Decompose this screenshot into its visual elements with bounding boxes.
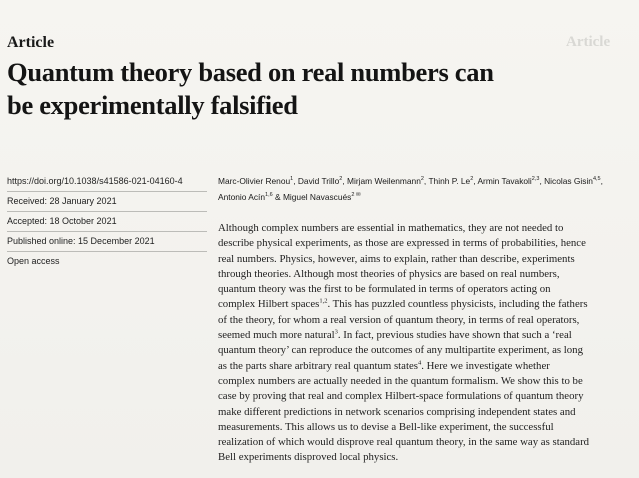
abstract-text: complex numbers are actually needed in the quantum formalism. We show this to be bbox=[218, 374, 583, 387]
title-line: Quantum theory based on real numbers can bbox=[7, 57, 494, 87]
abstract-line bbox=[218, 221, 632, 236]
citation-reference[interactable]: 4 bbox=[417, 359, 422, 367]
author-name[interactable]: Armin Tavakoli bbox=[477, 175, 532, 186]
author-name[interactable]: David Trillo bbox=[297, 175, 340, 186]
abstract-text: . This has puzzled countless physicists, including the fathers bbox=[327, 298, 588, 311]
author-affiliation: 2 ✉ bbox=[351, 191, 361, 198]
abstract-line bbox=[218, 267, 632, 282]
author-name[interactable]: Thinh P. Le bbox=[428, 175, 471, 186]
abstract-text: complex Hilbert spaces bbox=[218, 298, 320, 311]
author-separator: , bbox=[342, 175, 347, 186]
abstract-line bbox=[218, 450, 632, 465]
abstract-line bbox=[218, 282, 632, 297]
abstract bbox=[218, 221, 632, 466]
abstract-text: describe physical experiments, as those are expressed in terms of probabilities, hence bbox=[218, 237, 586, 250]
article-metadata bbox=[7, 168, 207, 272]
abstract-line bbox=[218, 389, 632, 404]
author-name[interactable]: Mirjam Weilenmann bbox=[347, 175, 421, 186]
abstract-line bbox=[218, 252, 632, 267]
author-separator: , bbox=[473, 175, 478, 186]
abstract-line bbox=[218, 313, 632, 328]
author-separator: , bbox=[600, 175, 603, 186]
author-separator: & bbox=[272, 191, 283, 202]
abstract-text: real numbers. Physics, however, aims to explain, rather than describe, experiments bbox=[218, 252, 575, 265]
abstract-line bbox=[218, 343, 632, 358]
author-affiliation: 2 bbox=[420, 176, 424, 182]
received-date: Received: 28 January 2021 bbox=[7, 192, 207, 212]
article-title bbox=[7, 56, 607, 122]
abstract-line bbox=[218, 297, 632, 312]
author-name[interactable]: Miguel Navascués bbox=[282, 191, 352, 202]
citation-reference[interactable]: 1,2 bbox=[319, 297, 328, 305]
author-separator: , bbox=[539, 175, 545, 186]
abstract-text: of the theory, for whom a real version of quantum theory, in terms of real operators, bbox=[218, 313, 580, 326]
author-name[interactable]: Antonio Acín bbox=[218, 191, 266, 202]
bleed-through-article-label: Article bbox=[566, 34, 611, 50]
author-list bbox=[218, 172, 630, 204]
abstract-line bbox=[218, 420, 632, 435]
author-separator: , bbox=[293, 175, 298, 186]
abstract-line bbox=[218, 328, 632, 343]
abstract-text: seemed much more natural bbox=[218, 329, 335, 342]
abstract-text: . Here we investigate whether bbox=[421, 359, 550, 372]
author-affiliation: 1 bbox=[290, 176, 294, 182]
abstract-text: case by proving that real and complex Hilbert-space formulations of quantum theory bbox=[218, 390, 584, 403]
author-name[interactable]: Marc-Olivier Renou bbox=[218, 175, 291, 186]
abstract-text: . In fact, previous studies have shown that such a ‘real bbox=[337, 329, 572, 342]
abstract-text: Bell experiments disproved local physics. bbox=[218, 451, 399, 464]
author-separator: , bbox=[423, 175, 429, 186]
abstract-line bbox=[218, 236, 632, 251]
abstract-line bbox=[218, 435, 632, 450]
article-type-label: Article bbox=[7, 34, 55, 51]
author-name[interactable]: Nicolas Gisin bbox=[544, 175, 593, 186]
abstract-text: through theories. Although most theories of physics are based on real numbers, bbox=[218, 267, 560, 280]
author-affiliation: 2 bbox=[470, 176, 474, 182]
abstract-text: as the parts share arbitrary real quantum states bbox=[218, 359, 418, 372]
citation-reference[interactable]: 3 bbox=[334, 328, 338, 336]
abstract-text: Although complex numbers are essential in mathematics, they are not needed to bbox=[218, 222, 564, 234]
abstract-line bbox=[218, 374, 632, 389]
accepted-date: Accepted: 18 October 2021 bbox=[7, 212, 207, 232]
abstract-text: make different predictions in network scenarios comprising independent states and bbox=[218, 405, 576, 418]
author-affiliation: 2,3 bbox=[531, 176, 540, 182]
author-affiliation: 1,6 bbox=[265, 191, 273, 198]
abstract-text: quantum theory’ can reproduce the outcomes of any multipartite experiment, as long bbox=[218, 344, 583, 357]
doi-link[interactable]: https://doi.org/10.1038/s41586-021-04160-4 bbox=[7, 168, 207, 192]
abstract-text: realization of which would disprove real quantum theory, in the same way as standard bbox=[218, 436, 590, 449]
author-affiliation: 4,5 bbox=[592, 176, 601, 182]
abstract-line bbox=[218, 359, 632, 374]
abstract-text: measurements. This allows us to devise a Bell-like experiment, the successful bbox=[218, 420, 554, 433]
abstract-line bbox=[218, 405, 632, 420]
published-date: Published online: 15 December 2021 bbox=[7, 232, 207, 252]
abstract-text: quantum theory was the first to be formulated in terms of operators acting on bbox=[218, 283, 551, 296]
author-affiliation: 2 bbox=[339, 176, 343, 182]
open-access-label: Open access bbox=[7, 256, 60, 266]
title-line: be experimentally falsified bbox=[7, 90, 298, 120]
